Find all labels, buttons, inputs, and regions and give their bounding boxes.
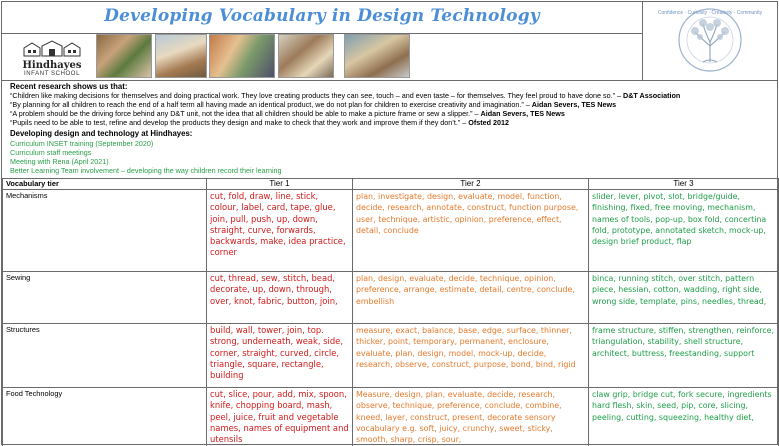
school-building-icon xyxy=(22,40,82,58)
table-row xyxy=(3,272,779,324)
tier2-cell: plan, design, evaluate, decide, technique, opinion, preference, arrange, estimate, detail, centre, conclude, embellish xyxy=(353,272,589,324)
research-quote xyxy=(10,119,509,127)
school-name: Hindhayes xyxy=(22,60,82,71)
page-title: Developing Vocabulary in Design Technology xyxy=(104,6,540,26)
research-quote xyxy=(10,92,680,100)
tier2-cell: measure, exact, balance, base, edge, surface, thinner, thicker, point, temporary, permanent, enclosure, evaluate, plan, design, model, mock-up, decide, research, observe, construct, purpose, bond, bind, rigid xyxy=(353,324,589,388)
title-cell xyxy=(2,2,643,34)
classroom-photo-3 xyxy=(209,34,275,78)
classroom-photo-2 xyxy=(155,34,207,78)
quote-source: Aidan Severs, TES News xyxy=(480,109,565,118)
developing-heading: Developing design and technology at Hindhayes: xyxy=(10,129,193,138)
row-label-sewing: Sewing xyxy=(3,272,207,324)
row-label-mechanisms: Mechanisms xyxy=(3,190,207,272)
row-label-structures: Structures xyxy=(3,324,207,388)
tier1-cell: build, wall, tower, join, top. strong, underneath, weak, side, corner, straight, curved, circle, triangle, square, rectangle, building xyxy=(207,324,353,388)
quote-source: Aidan Severs, TES News xyxy=(531,100,617,109)
tier1-cell: cut, thread, sew, stitch, bead, decorate, up, down, through, over, knot, fabric, button, join, xyxy=(207,272,353,324)
table-row xyxy=(3,324,779,388)
tier3-cell: claw grip, bridge cut, fork secure, ingredients hard flesh, skin, seed, pip, core, slicing, peeling, cutting, squeezing, healthy diet, xyxy=(589,388,779,446)
tier2-cell: Measure, design, plan, evaluate, decide, research, observe, technique, preference, conclude, combine, kneed, layer, construct, present, decorate sensory vocabulary e.g. soft, juicy, crunchy, sweet, sticky, smooth, sharp, crisp, sour, xyxy=(353,388,589,446)
vocabulary-table xyxy=(2,178,779,446)
table-header-row xyxy=(3,179,779,190)
document-frame xyxy=(1,1,778,445)
research-quote xyxy=(10,101,616,109)
classroom-photo-1 xyxy=(96,34,152,78)
tier1-cell: cut, fold, draw, line, stick, colour, label, card, tape, glue, join, pull, push, up, down, straight, curve, forwards, backwards, make, idea practice, corner xyxy=(207,190,353,272)
quote-text: “Pupils need to be able to test, refine and develop the products they design and make to check that they work and improve them if they don’t.” – xyxy=(10,118,469,127)
school-logo xyxy=(16,40,88,78)
logo-photo-row xyxy=(2,34,643,80)
column-header-tier-1: Tier 1 xyxy=(207,179,353,190)
row-label-food-technology: Food Technology xyxy=(3,388,207,446)
tier2-cell: plan, investigate, design, evaluate, model, function, decide, research, annotate, construct, function purpose, user, technique, artistic, opinion, preference, effect, detail, conclude xyxy=(353,190,589,272)
tier1-cell: cut, slice, pour, add, mix, spoon, knife, chopping board, mash, peel, juice, fruit and vegetable names, names of equipment and utensils xyxy=(207,388,353,446)
quote-text: “A problem should be the driving force behind any D&T unit, not the idea that all children should be able to make a picture frame or sew a slipper.” – xyxy=(10,109,481,118)
tier3-cell: frame structure, stiffen, strengthen, reinforce, triangulation, stability, shell structure, architect, buttress, freestanding, support xyxy=(589,324,779,388)
quote-source: Ofsted 2012 xyxy=(468,118,510,127)
developing-item: Curriculum INSET training (September 2020) xyxy=(10,139,154,148)
school-subtitle: INFANT SCHOOL xyxy=(23,71,81,77)
classroom-photo-4 xyxy=(278,34,334,78)
tier3-cell: slider, lever, pivot, slot, bridge/guide, finishing, fixed, free moving, mechanism, names of tools, pop-up, box fold, concertina fold, prototype, annotated sketch, mock-up, design brief product, flap xyxy=(589,190,779,272)
developing-item: Better Learning Team involvement – developing the way children record their learning xyxy=(10,166,282,175)
research-heading: Recent research shows us that: xyxy=(10,82,128,91)
table-row xyxy=(3,388,779,446)
svg-text:Confidence · Curiosity · Creat: Confidence · Curiosity · Creativity · Community xyxy=(657,10,763,16)
developing-item: Curriculum staff meetings xyxy=(10,148,92,157)
research-quote xyxy=(10,110,565,118)
column-header-tier-2: Tier 2 xyxy=(353,179,589,190)
header-divider xyxy=(2,80,778,81)
school-seal-cell xyxy=(643,2,778,80)
classroom-photo-5 xyxy=(344,34,410,78)
table-row xyxy=(3,190,779,272)
tier3-cell: binca, running stitch, over stitch, pattern piece, hessian, cotton, wadding, right side, wrong side, template, pins, needles, thread, xyxy=(589,272,779,324)
quote-text: “By planning for all children to reach the end of a half term all having made an identical product, we do not plan for children to exercise creativity and imagination.” – xyxy=(10,100,532,109)
school-tree-seal xyxy=(643,2,778,80)
column-header-vocabulary-tier: Vocabulary tier xyxy=(3,179,207,190)
developing-item: Meeting with Rena (April 2021) xyxy=(10,157,109,166)
quote-source: D&T Association xyxy=(623,91,681,100)
column-header-tier-3: Tier 3 xyxy=(589,179,779,190)
quote-text: “Children like making decisions for themselves and doing practical work. They love creating products they can see, touch – and even taste – for themselves. They feel proud to have done so.” – xyxy=(10,91,624,100)
